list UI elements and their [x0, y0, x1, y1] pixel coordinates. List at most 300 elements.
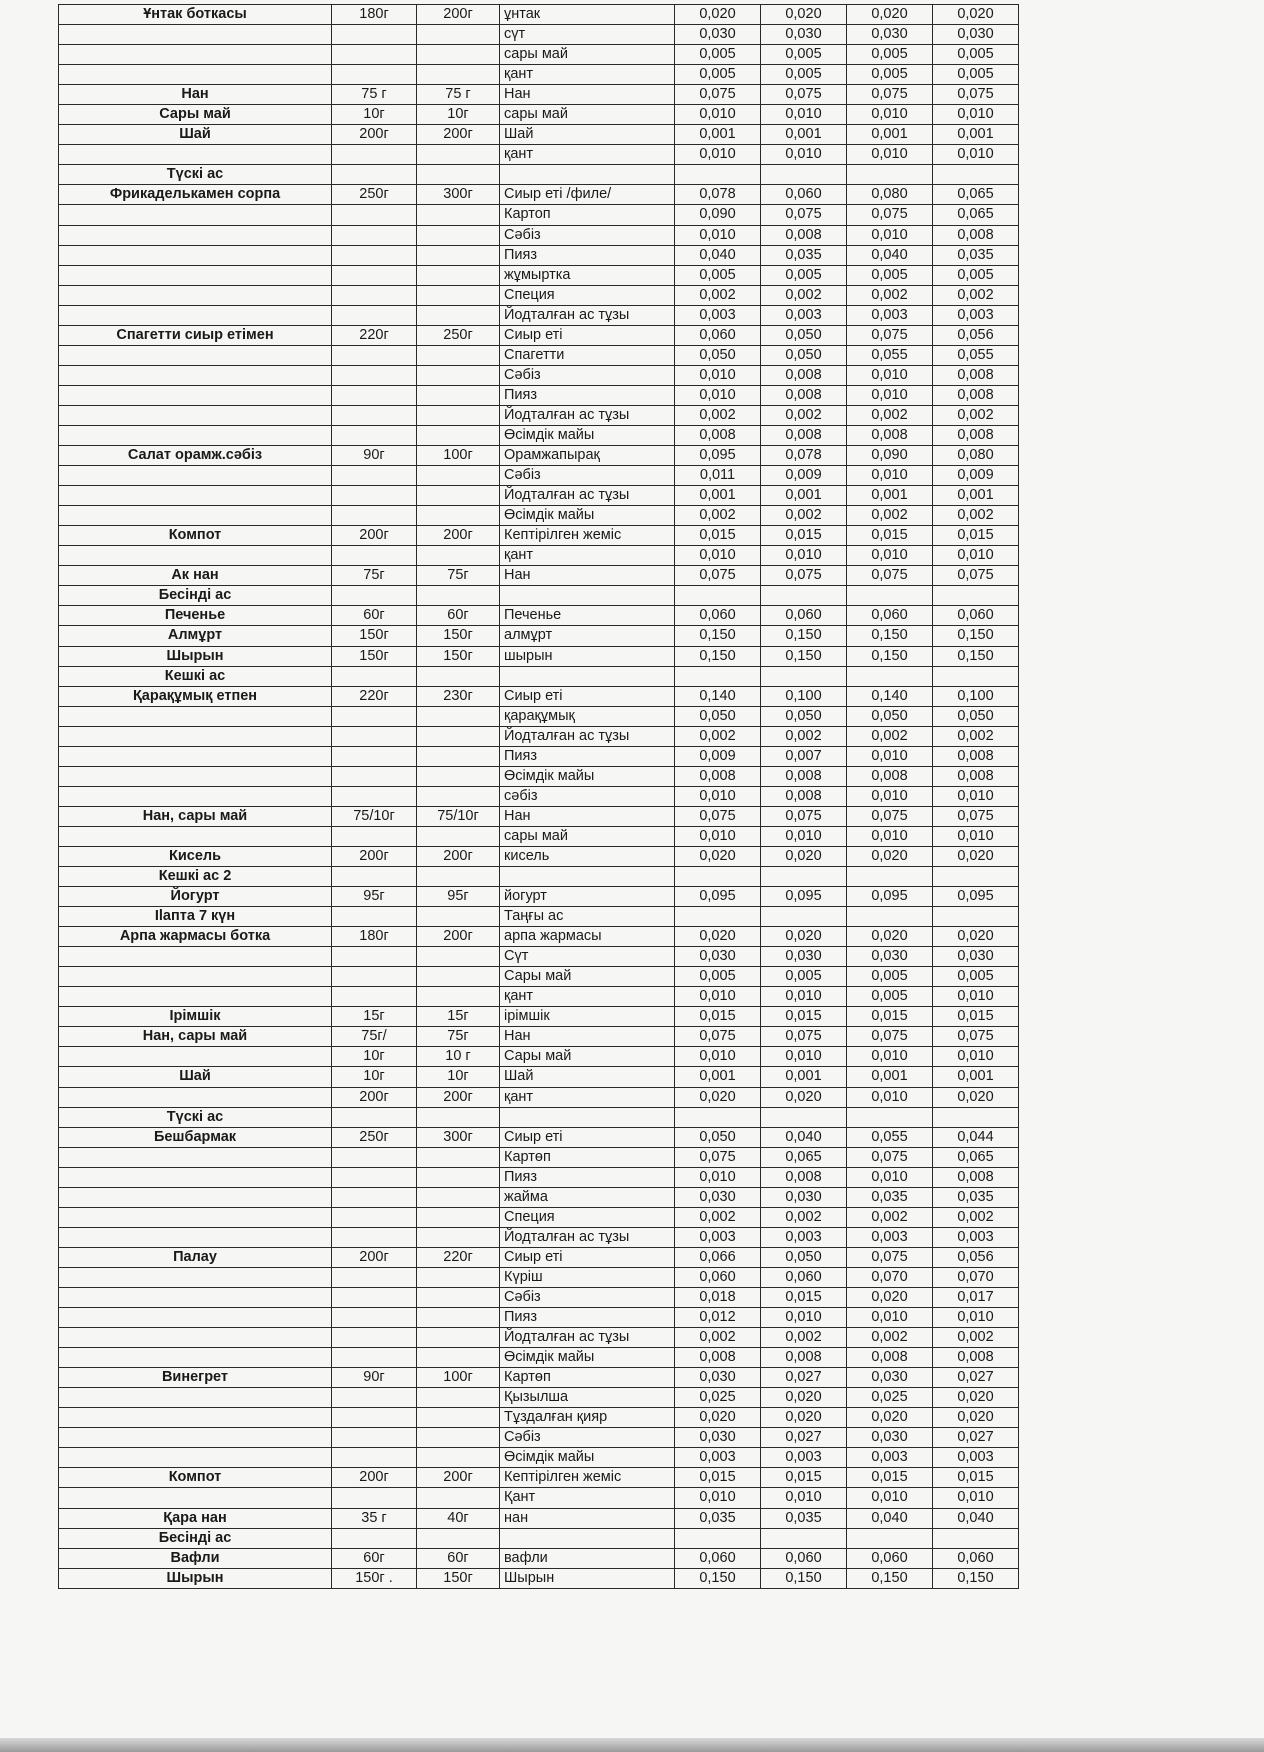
dish-cell [59, 1167, 332, 1187]
norm-cell-4: 0,010 [933, 786, 1019, 806]
dish-cell [59, 1227, 332, 1247]
norm-cell-1: 0,002 [675, 726, 761, 746]
weight-cell-2 [417, 907, 500, 927]
weight-cell-2: 200г [417, 125, 500, 145]
ingredient-cell: Өсімдік майы [500, 506, 675, 526]
ingredient-cell: қант [500, 546, 675, 566]
table-row [59, 706, 1019, 726]
weight-cell-2: 95г [417, 887, 500, 907]
weight-cell-2 [417, 1408, 500, 1428]
norm-cell-3: 0,075 [847, 1247, 933, 1267]
weight-cell-1: 200г [332, 125, 417, 145]
norm-cell-1: 0,020 [675, 5, 761, 25]
weight-cell-1 [332, 706, 417, 726]
norm-cell-1: 0,060 [675, 1548, 761, 1568]
norm-cell-1: 0,020 [675, 1087, 761, 1107]
table-row [59, 586, 1019, 606]
norm-cell-2: 0,035 [761, 245, 847, 265]
dish-cell [59, 245, 332, 265]
weight-cell-1 [332, 666, 417, 686]
ingredient-cell: жұмыртка [500, 265, 675, 285]
norm-cell-1: 0,003 [675, 1448, 761, 1468]
norm-cell-4: 0,008 [933, 746, 1019, 766]
weight-cell-2 [417, 786, 500, 806]
dish-cell: Шай [59, 1067, 332, 1087]
norm-cell-1: 0,008 [675, 766, 761, 786]
weight-cell-1: 15г [332, 1007, 417, 1027]
table-body [59, 5, 1019, 1589]
norm-cell-1: 0,095 [675, 446, 761, 466]
norm-cell-1: 0,003 [675, 305, 761, 325]
table-row [59, 1288, 1019, 1308]
dish-cell [59, 1087, 332, 1107]
ingredient-cell: Тұздалған қияр [500, 1408, 675, 1428]
table-row [59, 626, 1019, 646]
weight-cell-2 [417, 25, 500, 45]
norm-cell-3: 0,060 [847, 1548, 933, 1568]
norm-cell-1: 0,035 [675, 1508, 761, 1528]
norm-cell-4: 0,020 [933, 5, 1019, 25]
norm-cell-4: 0,015 [933, 1007, 1019, 1027]
norm-cell-3: 0,003 [847, 1227, 933, 1247]
norm-cell-4: 0,065 [933, 185, 1019, 205]
dish-cell: Түскі ас [59, 165, 332, 185]
weight-cell-1 [332, 1227, 417, 1247]
norm-cell-2: 0,003 [761, 1227, 847, 1247]
weight-cell-2 [417, 726, 500, 746]
norm-cell-2 [761, 907, 847, 927]
ingredient-cell: Өсімдік майы [500, 766, 675, 786]
norm-cell-2: 0,020 [761, 5, 847, 25]
norm-cell-1: 0,011 [675, 466, 761, 486]
norm-cell-3: 0,010 [847, 1488, 933, 1508]
ingredient-cell: жайма [500, 1187, 675, 1207]
dish-cell: Алмұрт [59, 626, 332, 646]
weight-cell-2: 200г [417, 1468, 500, 1488]
table-row [59, 5, 1019, 25]
norm-cell-4: 0,005 [933, 265, 1019, 285]
norm-cell-2: 0,003 [761, 305, 847, 325]
table-row [59, 826, 1019, 846]
weight-cell-1 [332, 405, 417, 425]
weight-cell-1: 10г [332, 1067, 417, 1087]
table-row [59, 185, 1019, 205]
weight-cell-2: 150г [417, 646, 500, 666]
weight-cell-1 [332, 1448, 417, 1468]
weight-cell-1: 200г [332, 1087, 417, 1107]
table-row [59, 1408, 1019, 1428]
norm-cell-4: 0,050 [933, 706, 1019, 726]
weight-cell-2 [417, 1107, 500, 1127]
norm-cell-2: 0,075 [761, 566, 847, 586]
weight-cell-2: 75г [417, 1027, 500, 1047]
dish-cell [59, 1308, 332, 1328]
ingredient-cell: қант [500, 987, 675, 1007]
norm-cell-3 [847, 1107, 933, 1127]
norm-cell-4: 0,040 [933, 1508, 1019, 1528]
norm-cell-4: 0,020 [933, 1087, 1019, 1107]
weight-cell-1 [332, 425, 417, 445]
ingredient-cell: Пияз [500, 1308, 675, 1328]
norm-cell-3: 0,005 [847, 45, 933, 65]
ingredient-cell: Өсімдік майы [500, 1348, 675, 1368]
norm-cell-2: 0,020 [761, 1388, 847, 1408]
dish-cell [59, 706, 332, 726]
dish-cell [59, 967, 332, 987]
weight-cell-1 [332, 145, 417, 165]
dish-cell [59, 1047, 332, 1067]
ingredient-cell: Күріш [500, 1267, 675, 1287]
norm-cell-3: 0,070 [847, 1267, 933, 1287]
ingredient-cell: Сиыр еті [500, 1247, 675, 1267]
norm-cell-3: 0,001 [847, 1067, 933, 1087]
norm-cell-1: 0,095 [675, 887, 761, 907]
norm-cell-1 [675, 867, 761, 887]
norm-cell-1: 0,002 [675, 1328, 761, 1348]
norm-cell-2 [761, 586, 847, 606]
norm-cell-1: 0,010 [675, 987, 761, 1007]
norm-cell-2: 0,002 [761, 506, 847, 526]
norm-cell-3: 0,002 [847, 1207, 933, 1227]
table-row [59, 1067, 1019, 1087]
ingredient-cell: қарақұмық [500, 706, 675, 726]
ingredient-cell: нан [500, 1508, 675, 1528]
norm-cell-4: 0,075 [933, 1027, 1019, 1047]
norm-cell-1: 0,030 [675, 947, 761, 967]
norm-cell-4: 0,008 [933, 225, 1019, 245]
ingredient-cell: Картөп [500, 1147, 675, 1167]
weight-cell-2: 15г [417, 1007, 500, 1027]
weight-cell-1 [332, 1528, 417, 1548]
dish-cell [59, 506, 332, 526]
norm-cell-2: 0,050 [761, 706, 847, 726]
norm-cell-1: 0,040 [675, 245, 761, 265]
weight-cell-2: 220г [417, 1247, 500, 1267]
weight-cell-1: 200г [332, 846, 417, 866]
norm-cell-1: 0,015 [675, 1468, 761, 1488]
table-row [59, 1528, 1019, 1548]
ingredient-cell: Сәбіз [500, 1288, 675, 1308]
dish-cell [59, 987, 332, 1007]
weight-cell-2: 10 г [417, 1047, 500, 1067]
norm-cell-3 [847, 666, 933, 686]
norm-cell-1: 0,025 [675, 1388, 761, 1408]
weight-cell-1: 90г [332, 446, 417, 466]
dish-cell [59, 145, 332, 165]
norm-cell-3: 0,040 [847, 1508, 933, 1528]
norm-cell-2: 0,075 [761, 806, 847, 826]
norm-cell-3: 0,002 [847, 1328, 933, 1348]
norm-cell-3: 0,002 [847, 506, 933, 526]
ingredient-cell: Қант [500, 1488, 675, 1508]
weight-cell-2: 230г [417, 686, 500, 706]
norm-cell-4: 0,020 [933, 1388, 1019, 1408]
dish-cell: Нан [59, 85, 332, 105]
table-row [59, 506, 1019, 526]
dish-cell [59, 786, 332, 806]
norm-cell-1: 0,066 [675, 1247, 761, 1267]
norm-cell-4: 0,060 [933, 606, 1019, 626]
norm-cell-4: 0,100 [933, 686, 1019, 706]
norm-cell-1: 0,150 [675, 1568, 761, 1588]
norm-cell-2: 0,020 [761, 1087, 847, 1107]
norm-cell-1: 0,001 [675, 125, 761, 145]
ingredient-cell: Пияз [500, 245, 675, 265]
norm-cell-3: 0,150 [847, 646, 933, 666]
norm-cell-4: 0,008 [933, 365, 1019, 385]
norm-cell-3: 0,020 [847, 927, 933, 947]
norm-cell-4: 0,008 [933, 385, 1019, 405]
norm-cell-4: 0,001 [933, 486, 1019, 506]
norm-cell-3: 0,002 [847, 285, 933, 305]
norm-cell-4: 0,027 [933, 1428, 1019, 1448]
ingredient-cell: Таңғы ас [500, 907, 675, 927]
weight-cell-1: 75/10г [332, 806, 417, 826]
norm-cell-3: 0,001 [847, 125, 933, 145]
norm-cell-2: 0,060 [761, 1267, 847, 1287]
table-row [59, 425, 1019, 445]
dish-cell: Компот [59, 526, 332, 546]
norm-cell-3: 0,020 [847, 1408, 933, 1428]
norm-cell-2: 0,008 [761, 786, 847, 806]
table-row [59, 1007, 1019, 1027]
weight-cell-1 [332, 546, 417, 566]
norm-cell-3: 0,075 [847, 566, 933, 586]
table-row [59, 967, 1019, 987]
norm-cell-2: 0,150 [761, 626, 847, 646]
norm-cell-1: 0,030 [675, 1428, 761, 1448]
ingredient-cell [500, 867, 675, 887]
ingredient-cell: Кептірілген жеміс [500, 526, 675, 546]
norm-cell-2: 0,010 [761, 826, 847, 846]
norm-cell-2: 0,007 [761, 746, 847, 766]
weight-cell-2: 200г [417, 5, 500, 25]
weight-cell-2 [417, 586, 500, 606]
weight-cell-2 [417, 1528, 500, 1548]
norm-cell-2: 0,075 [761, 85, 847, 105]
dish-cell [59, 1267, 332, 1287]
norm-cell-4: 0,002 [933, 405, 1019, 425]
norm-cell-4: 0,008 [933, 425, 1019, 445]
norm-cell-1: 0,010 [675, 365, 761, 385]
norm-cell-1: 0,005 [675, 45, 761, 65]
norm-cell-2: 0,015 [761, 1288, 847, 1308]
norm-cell-4: 0,010 [933, 105, 1019, 125]
table-row [59, 987, 1019, 1007]
weight-cell-1: 200г [332, 1468, 417, 1488]
norm-cell-2: 0,015 [761, 526, 847, 546]
norm-cell-4: 0,003 [933, 305, 1019, 325]
weight-cell-1 [332, 165, 417, 185]
weight-cell-1 [332, 947, 417, 967]
dish-cell: Нан, сары май [59, 1027, 332, 1047]
dish-cell [59, 365, 332, 385]
dish-cell [59, 1187, 332, 1207]
table-row [59, 726, 1019, 746]
table-row [59, 1568, 1019, 1588]
dish-cell [59, 1348, 332, 1368]
table-row [59, 786, 1019, 806]
norm-cell-2: 0,010 [761, 987, 847, 1007]
weight-cell-2 [417, 506, 500, 526]
norm-cell-4 [933, 666, 1019, 686]
weight-cell-2 [417, 1308, 500, 1328]
table-row [59, 1047, 1019, 1067]
norm-cell-1: 0,078 [675, 185, 761, 205]
norm-cell-1 [675, 907, 761, 927]
norm-cell-1: 0,060 [675, 325, 761, 345]
ingredient-cell: Сиыр еті [500, 325, 675, 345]
weight-cell-1: 90г [332, 1368, 417, 1388]
norm-cell-4: 0,020 [933, 1408, 1019, 1428]
ingredient-cell: Пияз [500, 746, 675, 766]
norm-cell-1: 0,010 [675, 105, 761, 125]
table-row [59, 887, 1019, 907]
weight-cell-1 [332, 305, 417, 325]
table-row [59, 1388, 1019, 1408]
ingredient-cell [500, 1528, 675, 1548]
weight-cell-2 [417, 425, 500, 445]
weight-cell-1 [332, 65, 417, 85]
norm-cell-3: 0,010 [847, 365, 933, 385]
norm-cell-3: 0,050 [847, 706, 933, 726]
dish-cell: Қара нан [59, 1508, 332, 1528]
dish-cell [59, 45, 332, 65]
dish-cell: Кешкі ас [59, 666, 332, 686]
dish-cell [59, 1207, 332, 1227]
dish-cell: Спагетти сиыр етімен [59, 325, 332, 345]
weight-cell-2: 150г [417, 1568, 500, 1588]
norm-cell-1: 0,015 [675, 1007, 761, 1027]
table-row [59, 526, 1019, 546]
ingredient-cell: кисель [500, 846, 675, 866]
dish-cell [59, 1408, 332, 1428]
norm-cell-3: 0,150 [847, 1568, 933, 1588]
weight-cell-1: 75 г [332, 85, 417, 105]
norm-cell-1: 0,075 [675, 1027, 761, 1047]
table-row [59, 666, 1019, 686]
ingredient-cell: Пияз [500, 385, 675, 405]
dish-cell [59, 546, 332, 566]
norm-cell-3: 0,010 [847, 385, 933, 405]
norm-cell-2: 0,075 [761, 1027, 847, 1047]
dish-cell [59, 486, 332, 506]
norm-cell-4: 0,150 [933, 646, 1019, 666]
dish-cell [59, 65, 332, 85]
table-row [59, 1087, 1019, 1107]
weight-cell-1: 220г [332, 325, 417, 345]
norm-cell-1: 0,075 [675, 566, 761, 586]
norm-cell-1: 0,001 [675, 1067, 761, 1087]
dish-cell: Печенье [59, 606, 332, 626]
weight-cell-1 [332, 746, 417, 766]
dish-cell [59, 1488, 332, 1508]
norm-cell-3 [847, 165, 933, 185]
table-row [59, 405, 1019, 425]
ingredient-cell: Йодталған ас тұзы [500, 405, 675, 425]
norm-cell-1: 0,030 [675, 25, 761, 45]
ingredient-cell: Орамжапырақ [500, 446, 675, 466]
norm-cell-3: 0,015 [847, 1007, 933, 1027]
norm-cell-4: 0,075 [933, 566, 1019, 586]
norm-cell-3: 0,010 [847, 466, 933, 486]
table-row [59, 1308, 1019, 1328]
norm-cell-3: 0,010 [847, 1308, 933, 1328]
norm-cell-1: 0,030 [675, 1187, 761, 1207]
norm-cell-2: 0,150 [761, 1568, 847, 1588]
table-row [59, 1247, 1019, 1267]
weight-cell-1 [332, 1488, 417, 1508]
norm-cell-2: 0,002 [761, 405, 847, 425]
table-row [59, 927, 1019, 947]
norm-cell-2: 0,050 [761, 345, 847, 365]
norm-cell-4: 0,095 [933, 887, 1019, 907]
weight-cell-2: 75г [417, 566, 500, 586]
table-row [59, 1147, 1019, 1167]
norm-cell-1: 0,010 [675, 385, 761, 405]
dish-cell [59, 1448, 332, 1468]
dish-cell: Винегрет [59, 1368, 332, 1388]
scan-edge [0, 1738, 1264, 1752]
norm-cell-3: 0,030 [847, 1428, 933, 1448]
table-row [59, 1027, 1019, 1047]
weight-cell-1 [332, 1408, 417, 1428]
ingredient-cell: Йодталған ас тұзы [500, 1227, 675, 1247]
ingredient-cell [500, 586, 675, 606]
ingredient-cell: Йодталған ас тұзы [500, 726, 675, 746]
norm-cell-2: 0,008 [761, 1348, 847, 1368]
norm-cell-4: 0,035 [933, 245, 1019, 265]
dish-cell: Ірімшік [59, 1007, 332, 1027]
table-row [59, 65, 1019, 85]
table-row [59, 867, 1019, 887]
norm-cell-1: 0,003 [675, 1227, 761, 1247]
norm-cell-2: 0,150 [761, 646, 847, 666]
ingredient-cell: вафли [500, 1548, 675, 1568]
norm-cell-3 [847, 1528, 933, 1548]
norm-cell-4: 0,020 [933, 927, 1019, 947]
norm-cell-4: 0,002 [933, 285, 1019, 305]
norm-cell-4: 0,015 [933, 1468, 1019, 1488]
table-row [59, 345, 1019, 365]
dish-cell [59, 1428, 332, 1448]
norm-cell-3 [847, 867, 933, 887]
table-row [59, 225, 1019, 245]
weight-cell-2 [417, 1267, 500, 1287]
weight-cell-1: 200г [332, 1247, 417, 1267]
table-row [59, 1207, 1019, 1227]
norm-cell-4 [933, 907, 1019, 927]
ingredient-cell: Сәбіз [500, 225, 675, 245]
table-row [59, 325, 1019, 345]
norm-cell-4: 0,010 [933, 1047, 1019, 1067]
table-row [59, 145, 1019, 165]
ingredient-cell: ұнтак [500, 5, 675, 25]
table-row [59, 766, 1019, 786]
weight-cell-2 [417, 766, 500, 786]
norm-cell-4 [933, 586, 1019, 606]
table-row [59, 1428, 1019, 1448]
ingredient-cell: Печенье [500, 606, 675, 626]
weight-cell-1 [332, 1428, 417, 1448]
norm-cell-3: 0,010 [847, 225, 933, 245]
norm-cell-4: 0,010 [933, 1488, 1019, 1508]
norm-cell-4: 0,030 [933, 25, 1019, 45]
norm-cell-3: 0,080 [847, 185, 933, 205]
weight-cell-1: 220г [332, 686, 417, 706]
norm-cell-3: 0,008 [847, 766, 933, 786]
norm-cell-4: 0,010 [933, 987, 1019, 1007]
